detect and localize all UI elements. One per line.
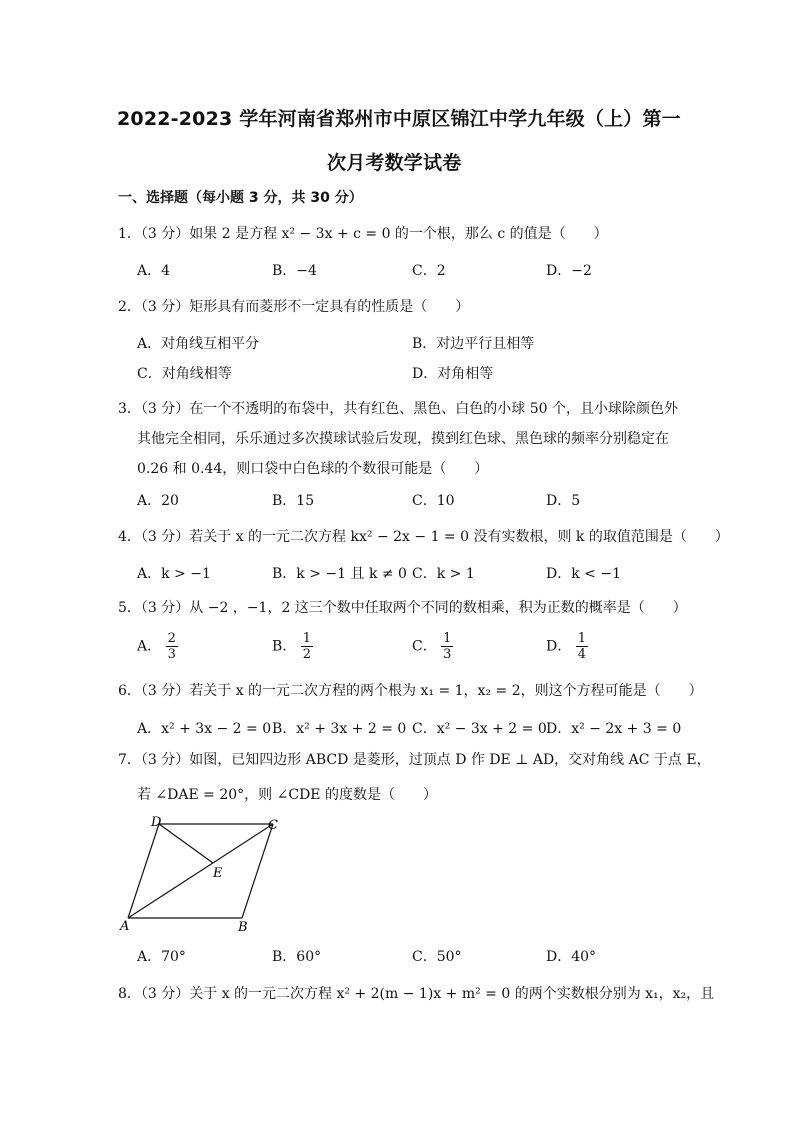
label-b: B [238, 920, 248, 935]
q2-option-b: B．对边平行且相等 [412, 336, 535, 352]
q5-option-d-fraction [576, 631, 588, 662]
q3-option-a: A．20 [137, 493, 179, 509]
fraction-denominator: 2 [302, 647, 312, 662]
question-1-stem: 1．（3 分）如果 2 是方程 x² − 3x + c = 0 的一个根，那么 c 的值是（ ） [118, 226, 608, 242]
q7-option-b: B．60° [272, 949, 322, 965]
question-4-stem: 4．（3 分）若关于 x 的一元二次方程 kx² − 2x − 1 = 0 没有实数根，则 k 的取值范围是（ ） [118, 529, 729, 545]
edge-ad [128, 824, 159, 918]
q6-option-d: D．x² − 2x + 3 = 0 [546, 721, 682, 737]
q6-option-c: C．x² − 3x + 2 = 0 [412, 721, 547, 737]
label-d: D [151, 815, 162, 830]
question-3-stem-line1: 3．（3 分）在一个不透明的布袋中，共有红色、黑色、白色的小球 50 个，且小球除颜色外 [118, 401, 678, 417]
rhombus-figure [118, 815, 298, 937]
fraction-denominator: 4 [577, 647, 586, 662]
fraction-numerator: 2 [167, 631, 176, 646]
q7-option-a: A．70° [137, 949, 186, 965]
q6-option-a: A．x² + 3x − 2 = 0 [137, 721, 272, 737]
q5-option-a-fraction [166, 631, 178, 662]
question-6-stem: 6．（3 分）若关于 x 的一元二次方程的两个根为 x₁ = 1，x₂ = 2，则这个方程可能是（ ） [118, 683, 703, 699]
q1-option-a: A．4 [137, 263, 171, 279]
q5-option-c-fraction [441, 631, 453, 662]
q2-option-c: C．对角线相等 [137, 366, 232, 382]
section-heading: 一、选择题（每小题 3 分，共 30 分） [118, 190, 363, 206]
question-7-stem-line1: 7．（3 分）如图，已知四边形 ABCD 是菱形，过顶点 D 作 DE ⊥ AD，交对角线 AC 于点 E， [118, 752, 711, 768]
label-e: E [213, 866, 223, 881]
diagonal-ac [128, 824, 273, 918]
page-title-line1: 2022-2023 学年河南省郑州市中原区锦江中学九年级（上）第一 [117, 108, 681, 130]
fraction-denominator: 3 [443, 647, 452, 662]
q5-option-b-letter: B． [272, 638, 297, 655]
q4-option-d: D．k < −1 [546, 566, 621, 582]
question-3-stem-line3: 0.26 和 0.44，则口袋中白色球的个数很可能是（ ） [137, 461, 489, 477]
question-7-stem-line2: 若 ∠DAE = 20°，则 ∠CDE 的度数是（ ） [137, 787, 437, 803]
q2-option-d: D．对角相等 [412, 366, 494, 382]
q5-option-c-letter: C． [412, 638, 437, 655]
question-8-stem: 8．（3 分）关于 x 的一元二次方程 x² + 2(m − 1)x + m² = 0 的两个实数根分别为 x₁，x₂，且 [118, 986, 715, 1002]
segment-de [159, 824, 213, 863]
q1-option-d: D．−2 [546, 263, 592, 279]
q3-option-b: B．15 [272, 493, 315, 509]
fraction-denominator: 3 [167, 647, 176, 662]
q3-option-d: D．5 [546, 493, 581, 509]
q3-option-c: C．10 [412, 493, 455, 509]
q6-option-b: B．x² + 3x + 2 = 0 [272, 721, 407, 737]
q1-option-b: B．−4 [272, 263, 317, 279]
fraction-numerator: 1 [443, 631, 452, 646]
fraction-numerator: 1 [577, 631, 586, 646]
q5-option-b-fraction [301, 631, 313, 662]
question-3-stem-line2: 其他完全相同，乐乐通过多次摸球试验后发现，摸到红色球、黑色球的频率分别稳定在 [137, 431, 669, 447]
q7-option-c: C．50° [412, 949, 462, 965]
label-c: C [268, 818, 278, 833]
label-a: A [120, 919, 130, 934]
q4-option-c: C．k > 1 [412, 566, 475, 582]
q5-option-d [546, 631, 588, 662]
q5-option-b [272, 631, 313, 662]
question-2-stem: 2．（3 分）矩形具有而菱形不一定具有的性质是（ ） [118, 299, 470, 315]
edge-cb [242, 824, 273, 918]
q5-option-a-letter: A． [137, 638, 162, 655]
q1-option-c: C．2 [412, 263, 446, 279]
q7-option-d: D．40° [546, 949, 597, 965]
q5-option-d-letter: D． [546, 638, 572, 655]
q4-option-a: A．k > −1 [137, 566, 211, 582]
q4-option-b: B．k > −1 且 k ≠ 0 [272, 566, 407, 582]
q5-option-a [137, 631, 178, 662]
fraction-numerator: 1 [302, 631, 312, 646]
page-title-line2: 次月考数学试卷 [327, 152, 462, 174]
question-5-stem: 5．（3 分）从 −2 ，−1，2 这三个数中任取两个不同的数相乘，积为正数的概率是（ ） [118, 600, 687, 616]
q5-option-c [412, 631, 453, 662]
q2-option-a: A．对角线互相平分 [137, 336, 260, 352]
